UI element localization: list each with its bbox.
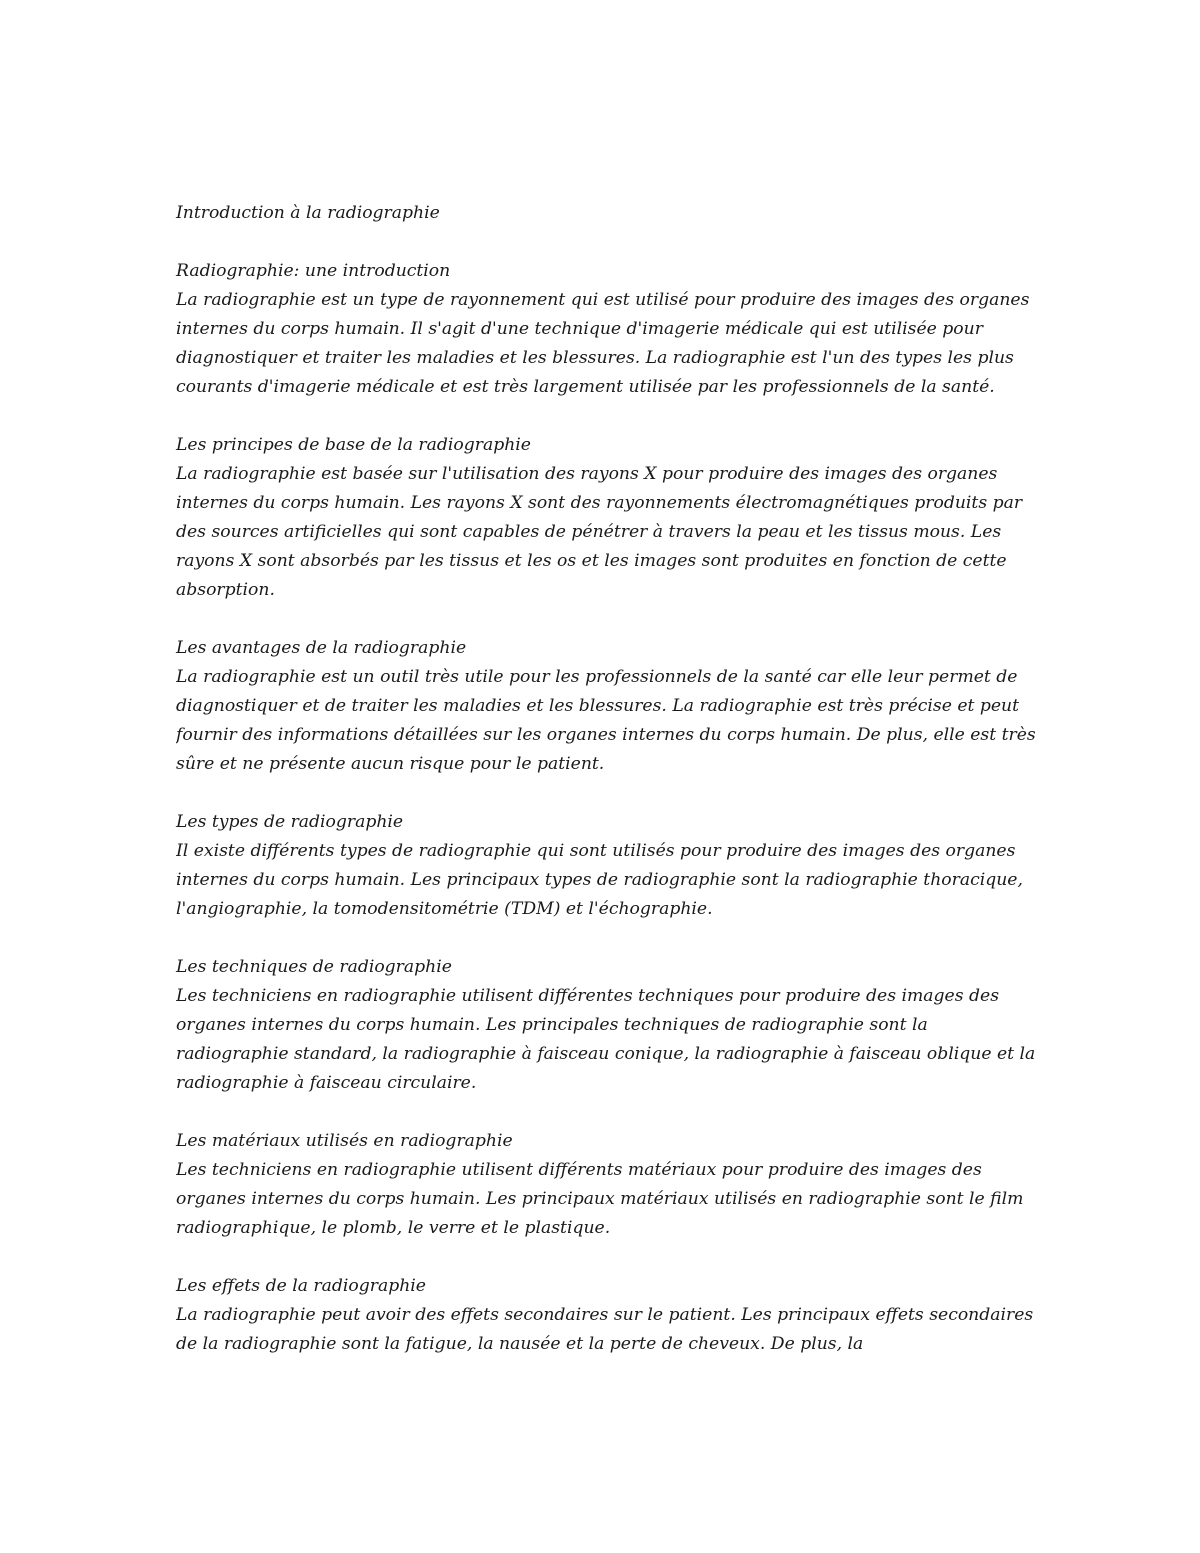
section-body: La radiographie est un outil très utile pour les professionnels de la santé car elle leur permet de diagnostiquer et de traiter les maladies et les blessures. La radiographie est très précise et peut fournir des informations détaillées sur les organes internes du corps humain. De plus, elle est très sûre et ne présente aucun risque pour le patient. [176, 667, 1036, 774]
section-heading: Les techniques de radiographie [176, 957, 452, 977]
section-effets [176, 1272, 1036, 1359]
section-heading: Radiographie: une introduction [176, 261, 451, 281]
section-body: Il existe différents types de radiographie qui sont utilisés pour produire des images des organes internes du corps humain. Les principaux types de radiographie sont la radiographie thoracique, l'angiographie, la tomodensitométrie (TDM) et l'échographie. [176, 841, 1023, 919]
document-content [176, 199, 1036, 1388]
section-body: Les techniciens en radiographie utilisent différentes techniques pour produire des images des organes internes du corps humain. Les principales techniques de radiographie sont la radiographie standard, la radiographie à faisceau conique, la radiographie à faisceau oblique et la radiographie à faisceau circulaire. [176, 986, 1036, 1093]
section-types [176, 808, 1036, 924]
section-body: La radiographie peut avoir des effets secondaires sur le patient. Les principaux effets secondaires de la radiographie sont la fatigue, la nausée et la perte de cheveux. De plus, la [176, 1305, 1034, 1354]
section-heading: Les matériaux utilisés en radiographie [176, 1131, 513, 1151]
section-principes [176, 431, 1036, 605]
section-heading: Les principes de base de la radiographie [176, 435, 531, 455]
section-heading: Les avantages de la radiographie [176, 638, 467, 658]
section-techniques [176, 953, 1036, 1098]
section-introduction [176, 257, 1036, 402]
section-body: La radiographie est basée sur l'utilisation des rayons X pour produire des images des organes internes du corps humain. Les rayons X sont des rayonnements électromagnétiques produits par des sources artificielles qui sont capables de pénétrer à travers la peau et les tissus mous. Les rayons X sont absorbés par les tissus et les os et les images sont produites en fonction de cette absorption. [176, 464, 1023, 600]
section-materiaux [176, 1127, 1036, 1243]
section-heading: Les effets de la radiographie [176, 1276, 426, 1296]
section-heading: Les types de radiographie [176, 812, 404, 832]
document-title: Introduction à la radiographie [176, 203, 440, 223]
section-body: Les techniciens en radiographie utilisent différents matériaux pour produire des images des organes internes du corps humain. Les principaux matériaux utilisés en radiographie sont le film radiographique, le plomb, le verre et le plastique. [176, 1160, 1024, 1238]
section-avantages [176, 634, 1036, 779]
section-body: La radiographie est un type de rayonnement qui est utilisé pour produire des images des organes internes du corps humain. Il s'agit d'une technique d'imagerie médicale qui est utilisée pour diagnostiquer et traiter les maladies et les blessures. La radiographie est l'un des types les plus courants d'imagerie médicale et est très largement utilisée par les professionnels de la santé. [176, 290, 1030, 397]
